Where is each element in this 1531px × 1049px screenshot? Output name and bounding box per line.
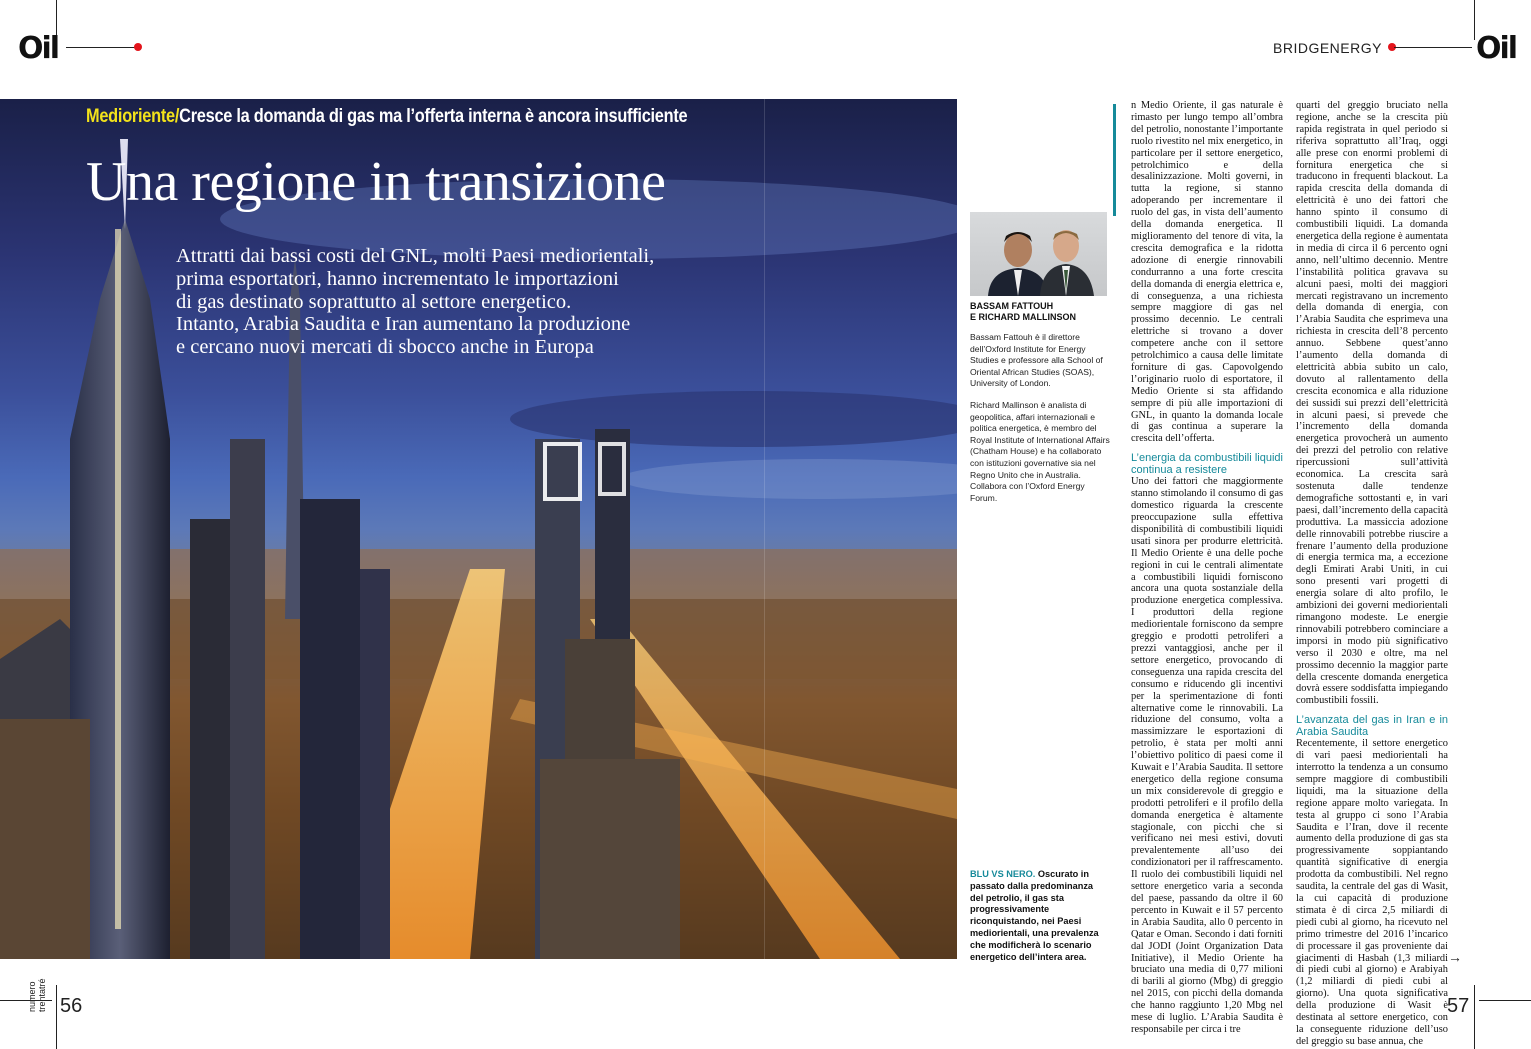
page-number-left: 56 bbox=[60, 995, 83, 1017]
issue-label: numero trentatré bbox=[27, 978, 47, 1012]
author-bio-2: Richard Mallinson è analista di geopolitica, affari internazionali e politica energetica, è membro del Royal Institute of International Affairs (Chatham House) e ha collaborato con istituzioni governative sia nel Regno Unito che in Australia. Collabora con l’Oxford Energy Forum. bbox=[970, 400, 1110, 503]
kicker-topic: Medioriente/ bbox=[86, 106, 180, 127]
body-paragraph: quarti del greggio bruciato nella regione, anche se la crescita più rapida registrata in quel periodo si riferiva soprattutto all’Iraq, oggi alle prese con enormi problemi di fornitura energetica che si traducono in frequenti blackout. La rapida crescita della domanda di elettricità è uno dei fattori che hanno spinto il consumo di combustibili liquidi. La domanda energetica della regione è aumentata in media di circa il 6 percento ogni anno, nell’ultimo decennio. Mentre l’instabilità politica gravava su alcuni paesi, molti dei maggiori mercati registravano un incremento della domanda di energia, con l’Arabia Saudita che esprimeva una richiesta in crescita dell’8 percento annuo. Sebbene quest’anno l’aumento della domanda di elettricità abbia subito un calo, dovuto al rallentamento della crescita economica e alla riduzione dei sussidi sui prezzi dell’elettricità in alcuni paesi, si prevede che l’incremento della domanda energetica provocherà un aumento dei prezzi del petrolio con relative ripercussioni sull’attività economica. La crescita sarà sostenuta dalle tendenze demografiche sottostanti e, in vari paesi, dall’incremento della capacità produttiva. La massiccia adozione delle rinnovabili potrebbe riuscire a frenare l’aumento della produzione di energia termica ma, a eccezione degli Emirati Arabi Uniti, in cui sono presenti vari progetti di energia solare di alto profilo, le ambizioni dei governi mediorientali rimangono modeste. Le energie rinnovabili potrebbero cominciare a imporsi in modo più significativo verso il 2030 e oltre, ma nel prossimo decennio la maggior parte della crescente domanda energetica dovrà essere soddisfatta impiegando combustibili fossili. bbox=[1296, 100, 1448, 707]
caption-heading: BLU VS NERO. bbox=[970, 869, 1036, 879]
lede-line: Intanto, Arabia Saudita e Iran aumentano la produzione bbox=[176, 313, 631, 336]
subheading: L’energia da combustibili liquidi continua a resistere bbox=[1131, 452, 1283, 476]
crop-mark bbox=[1474, 985, 1475, 1049]
body-paragraph: Uno dei fattori che maggiormente stanno stimolando il consumo di gas domestico riguarda la crescente preoccupazione sulla effettiva disponibilità di combustibili liquidi usati sinora per produrre elettricità. Il Medio Oriente è una delle poche regioni in cui le centrali alimentate a combustibili liquidi forniscono ancora una quota sostanziale della produzione energetica complessiva. I produttori della regione mediorientale forniscono da sempre greggio e prodotti petroliferi a prezzi vantaggiosi, anche per il settore energetico, provocando di conseguenza una rapida crescita del consumo e riducendo gli incentivi per la sperimentazione di fonti alternative come le rinnovabili. La riduzione del consumo, volta a massimizzare le esportazioni di petrolio, è stata per molti anni l’obiettivo politico di paesi come il Kuwait e l’Arabia Saudita. Il settore energetico della regione consuma un mix considerevole di greggio e prodotti petroliferi e il profilo della domanda energetica è altamente stagionale, con picchi che si verificano nei mesi estivi, dovuti prevalentemente all’uso dei condizionatori per il raffrescamento. Il ruolo dei combustibili liquidi nel settore energetico varia a seconda del paese, passando da oltre il 60 percento in Kuwait e il 57 percento in Arabia Saudita, allo 0 percento in Qatar e Oman. Secondo i dati forniti dal JODI (Joint Organization Data Initiative), il Medio Oriente ha bruciato una media di 0,77 milioni di barili al giorno (Mbg) di greggio nel 2015, con picchi della domanda che hanno raggiunto 1,20 Mbg nel mese di luglio. L’Arabia Saudita è responsabile per circa i tre bbox=[1131, 476, 1283, 1035]
lede-line: e cercano nuovi mercati di sbocco anche in Europa bbox=[176, 336, 594, 359]
subheading: L’avanzata del gas in Iran e in Arabia Saudita bbox=[1296, 714, 1448, 738]
photo-caption bbox=[970, 869, 1100, 963]
article-kicker bbox=[86, 106, 687, 128]
city-night-photo bbox=[0, 99, 957, 959]
author-names: BASSAM FATTOUH E RICHARD MALLINSON bbox=[970, 301, 1076, 322]
section-label: BRIDGENERGY bbox=[1273, 40, 1382, 56]
body-column-1 bbox=[1131, 100, 1283, 1036]
body-paragraph: Recentemente, il settore energetico di vari paesi mediorientali ha interrotto la tendenza a un consumo sempre maggiore di combustibili liquidi, ma la situazione della regione appare molto variegata. In testa al gruppo ci sono l’Arabia Saudita e l’Iran, dove il recente aumento della produzione di gas sta progressivamente soppiantando quantità significative di energia prodotta da combustibili. Nel regno saudita, la centrale del gas di Wasit, la cui capacità di produzione stimata è di circa 2,5 miliardi di piedi cubi al giorno, ha ricevuto nel primo trimestre del 2016 l’incarico di processare il gas proveniente dai giacimenti di Hasbah (1,3 miliardi di piedi cubi al giorno) e Arabiyah (1,2 miliardi di piedi cubi al giorno). Una quota significativa della produzione di Wasit è destinata al settore energetico, con la conseguente riduzione dell’uso del greggio su base annua, che bbox=[1296, 738, 1448, 1047]
header-rule-right bbox=[1394, 47, 1472, 48]
caption-text: Oscurato in passato dalla predominanza del petrolio, il gas sta progressivamente riconquistando, nei Paesi mediorientali, una prevalenza che modificherà lo scenario energetico dell’intera area. bbox=[970, 869, 1099, 962]
article-lede bbox=[176, 245, 736, 359]
article-headline: Una regione in transizione bbox=[86, 151, 666, 213]
crop-mark bbox=[1479, 1000, 1531, 1001]
body-column-2 bbox=[1296, 100, 1448, 1048]
author-bio-1: Bassam Fattouh è il direttore dell’Oxford Institute for Energy Studies e professore alla School of Oriental African Studies (SOAS), University of London. bbox=[970, 332, 1103, 389]
header-rule-left bbox=[66, 47, 136, 48]
magazine-logo-right: Oil bbox=[1476, 31, 1517, 66]
continue-arrow-icon: → bbox=[1448, 949, 1462, 965]
header-dot-left bbox=[134, 43, 142, 51]
lede-line: Attratti dai bassi costi del GNL, molti Paesi mediorientali, bbox=[176, 245, 655, 267]
kicker-text: Cresce la domanda di gas ma l’offerta interna è ancora insufficiente bbox=[179, 106, 688, 127]
crop-mark bbox=[56, 985, 57, 1049]
magazine-logo-left: Oil bbox=[18, 31, 59, 66]
author-photo bbox=[970, 212, 1107, 296]
body-paragraph: n Medio Oriente, il gas naturale è rimasto per lungo tempo all’ombra del petrolio, nonostante l’importante ruolo rivestito nel mix energetico, in particolare per il settore energetico, petrolchimico e della desalinizzazione. Molti governi, in tutta la regione, si stanno adoperando per incrementare il ruolo del gas, in vista dell’aumento della domanda energetica. Il miglioramento del tenore di vita, la crescita demografica e la ridotta adozione di energie rinnovabili condurranno a una forte crescita della domanda di energia elettrica e, di conseguenza, a una richiesta sempre maggiore di gas nel prossimo decennio. Le centrali elettriche si trovano a dover competere anche con il settore petrolchimico a causa delle limitate forniture di gas. Capovolgendo l’originario ruolo di esportatore, il Medio Oriente si sta affidando sempre di più alle importazioni di GNL, in quanto la domanda locale di gas continua a superare la crescita dell’offerta. bbox=[1131, 100, 1283, 445]
skyline-illustration bbox=[0, 99, 957, 959]
page-number-right: 57 bbox=[1447, 995, 1470, 1017]
crop-mark bbox=[1474, 0, 1475, 40]
spread-gutter bbox=[764, 99, 765, 959]
lede-line: di gas destinato soprattutto al settore energetico. bbox=[176, 290, 572, 313]
lede-line: prima esportatori, hanno incrementato le importazioni bbox=[176, 267, 619, 290]
accent-bar bbox=[1113, 104, 1116, 216]
